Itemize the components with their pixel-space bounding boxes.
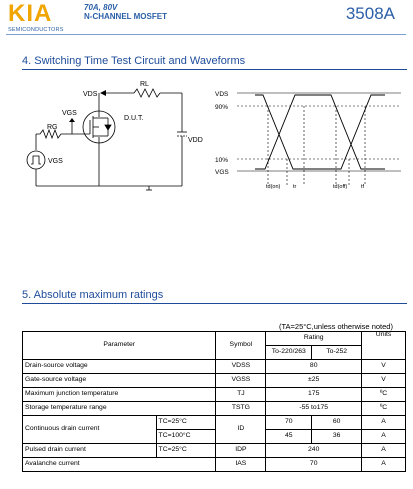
table-row	[23, 360, 406, 374]
value-cell: ±25	[266, 374, 362, 388]
table-row	[23, 444, 406, 458]
condition-cell: TC=100°C	[156, 430, 216, 444]
device-type: N-CHANNEL MOSFET	[84, 12, 167, 21]
section-4-title: 4. Switching Time Test Circuit and Waveforms	[22, 55, 246, 67]
symbol-cell: IAS	[216, 458, 266, 472]
wave-label-90: 90%	[215, 104, 229, 111]
value-cell: 45	[266, 430, 312, 444]
label-vgs-source: VGS	[48, 158, 63, 165]
param-cell: Gate-source voltage	[23, 374, 216, 388]
unit-cell: ºC	[362, 388, 406, 402]
part-number: 3508A	[345, 4, 395, 23]
value-cell: 36	[312, 430, 362, 444]
header-parameter: Parameter	[23, 332, 216, 360]
unit-cell: A	[362, 416, 406, 430]
logo-subtitle: SEMICONDUCTORS	[8, 27, 64, 33]
value-cell: 60	[312, 416, 362, 430]
table-row	[23, 402, 406, 416]
param-cell: Pulsed drain current	[23, 444, 157, 458]
symbol-cell: ID	[216, 416, 266, 444]
unit-cell: V	[362, 360, 406, 374]
unit-cell: ºC	[362, 402, 406, 416]
symbol-cell: VDSS	[216, 360, 266, 374]
value-cell: 70	[266, 458, 362, 472]
section-5-divider	[22, 303, 407, 304]
wave-label-vds: VDS	[215, 91, 229, 98]
wave-label-tdoff: td(off)	[333, 184, 348, 190]
section-5-title: 5. Absolute maximum ratings	[22, 289, 164, 301]
unit-cell: A	[362, 458, 406, 472]
section-4-divider	[22, 69, 407, 70]
label-vgs-gate: VGS	[62, 110, 77, 117]
table-row	[23, 388, 406, 402]
condition-cell: TC=25°C	[156, 416, 216, 430]
param-cell: Maximum junction temperature	[23, 388, 216, 402]
header-symbol: Symbol	[216, 332, 266, 360]
wave-label-tdon: td(on)	[266, 184, 281, 190]
header-pkg-to220: To-220/263	[266, 346, 312, 360]
label-dut: D.U.T.	[124, 115, 144, 122]
condition-cell: TC=25°C	[156, 444, 216, 458]
switching-test-circuit	[22, 78, 212, 198]
param-cell: Storage temperature range	[23, 402, 216, 416]
table-row	[23, 374, 406, 388]
wave-label-vgs: VGS	[215, 169, 229, 176]
param-cell: Drain-source voltage	[23, 360, 216, 374]
wave-label-tf: tf	[361, 184, 365, 190]
header-pkg-to252: To-252	[312, 346, 362, 360]
header-divider	[6, 34, 406, 35]
company-logo: KIA	[8, 0, 53, 27]
label-vds: VDS	[83, 91, 98, 98]
wave-label-tr: tr	[293, 184, 297, 190]
wave-label-10: 10%	[215, 157, 229, 164]
label-rg: RG	[47, 124, 58, 131]
header-units: Units	[362, 332, 406, 360]
value-cell: 70	[266, 416, 312, 430]
unit-cell: A	[362, 430, 406, 444]
symbol-cell: IDP	[216, 444, 266, 458]
label-rl: RL	[140, 81, 149, 88]
unit-cell: V	[362, 374, 406, 388]
unit-cell: A	[362, 444, 406, 458]
symbol-cell: VGSS	[216, 374, 266, 388]
table-header-row	[23, 332, 406, 346]
param-cell: Continuous drain current	[23, 416, 157, 444]
absolute-max-ratings-table	[22, 331, 406, 472]
symbol-cell: TSTG	[216, 402, 266, 416]
header-rating: Rating	[266, 332, 362, 346]
value-cell: 240	[266, 444, 362, 458]
value-cell: 80	[266, 360, 362, 374]
value-cell: 175	[266, 388, 362, 402]
spec-rating: 70A, 80V	[84, 3, 118, 12]
table-row	[23, 458, 406, 472]
ratings-note: (TA=25°C,unless otherwise noted)	[279, 322, 393, 331]
table-row	[23, 416, 406, 430]
symbol-cell: TJ	[216, 388, 266, 402]
label-vdd: VDD	[188, 137, 203, 144]
value-cell: -55 to175	[266, 402, 362, 416]
param-cell: Avalanche current	[23, 458, 216, 472]
switching-waveforms	[215, 85, 405, 195]
